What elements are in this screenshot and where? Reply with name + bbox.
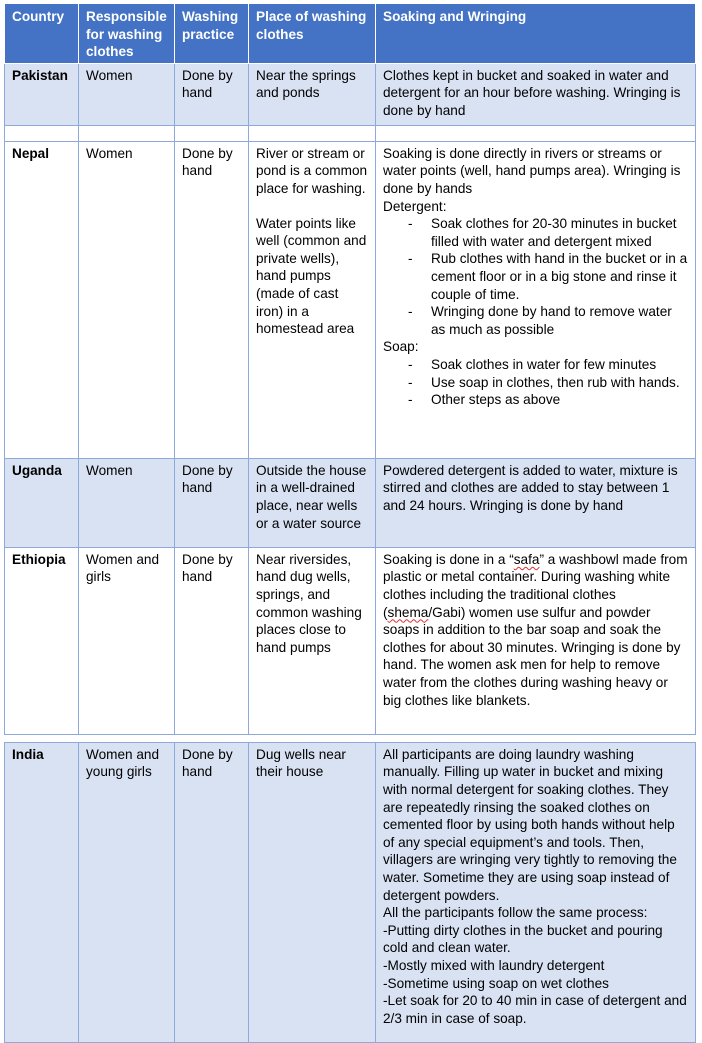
soaking-text: Soaking is done in a “ — [383, 551, 514, 567]
cell-soaking — [376, 141, 696, 458]
soaking-line: -Let soak for 20 to 40 min in case of detergent and 2/3 min in case of soap. — [383, 993, 687, 1026]
cell-practice: Done by hand — [175, 63, 249, 125]
list-item: - Use soap in clothes, then rub with hands. — [383, 374, 688, 392]
cell-responsible: Women — [79, 141, 175, 458]
row-blank — [5, 125, 696, 141]
soaking-line: -Putting dirty clothes in the bucket and pouring cold and clean water. — [383, 922, 663, 956]
header-place: Place of washing clothes — [249, 4, 376, 63]
cell-soaking: Clothes kept in bucket and soaked in water and detergent for an hour before washing. Wringing is done by hand — [376, 63, 696, 125]
detergent-label: Detergent: — [383, 198, 447, 214]
cell-place: Outside the house in a well-drained place, near wells or a water source — [249, 458, 376, 547]
row-uganda — [5, 458, 696, 547]
row-pakistan — [5, 63, 696, 125]
header-row — [5, 4, 696, 63]
blank-cell — [5, 125, 79, 141]
cell-country: Nepal — [5, 141, 79, 458]
header-responsible: Responsible for washing clothes — [79, 4, 175, 63]
list-item: - Rub clothes with hand in the bucket or in a cement floor or in a big stone and rinse it couple of time. — [383, 250, 688, 303]
cell-soaking — [376, 742, 696, 1042]
detergent-steps — [383, 215, 688, 338]
cell-practice: Done by hand — [175, 141, 249, 458]
row-nepal — [5, 141, 696, 458]
row-ethiopia — [5, 547, 696, 734]
list-item: - Soak clothes for 20-30 minutes in bucket filled with water and detergent mixed — [383, 215, 688, 250]
cell-responsible: Women — [79, 458, 175, 547]
cell-place — [249, 141, 376, 458]
cell-practice: Done by hand — [175, 458, 249, 547]
washing-practices-table — [4, 4, 696, 1043]
row-india — [5, 742, 696, 1042]
soaking-line: -Sometime using soap on wet clothes — [383, 975, 609, 991]
soaking-text: ” a washbowl made from plastic or metal container. During washing white clothes including the traditional clothes ( — [383, 551, 688, 620]
blank-cell — [175, 125, 249, 141]
gap-cell — [249, 734, 376, 742]
soap-label: Soap: — [383, 339, 419, 355]
blank-cell — [79, 125, 175, 141]
soaking-paragraph: All the participants follow the same process: — [383, 905, 648, 921]
cell-place: Near the springs and ponds — [249, 63, 376, 125]
cell-country: Pakistan — [5, 63, 79, 125]
soaking-text: /Gabi) women use sulfur and powder soaps in addition to the bar soap and soak the clothes for about 30 minutes. Wringing is done by hand. The women ask men for help to remove water from the clothes during washing heavy or big clothes like blankets. — [383, 604, 681, 708]
header-practice: Washing practice — [175, 4, 249, 63]
cell-soaking — [376, 547, 696, 734]
list-item: - Other steps as above — [383, 391, 688, 409]
place-text: River or stream or pond is a common place for washing. — [256, 145, 368, 196]
soap-steps — [383, 356, 688, 409]
blank-cell — [376, 125, 696, 141]
cell-responsible: Women — [79, 63, 175, 125]
place-text: Water points like well (common and private wells), hand pumps (made of cast iron) in a homestead area — [256, 215, 367, 337]
cell-responsible: Women and girls — [79, 547, 175, 734]
cell-country: Ethiopia — [5, 547, 79, 734]
gap-cell — [175, 734, 249, 742]
soaking-word-shema: shema — [387, 604, 429, 620]
soaking-word-safa: safa — [513, 551, 540, 567]
cell-place: Near riversides, hand dug wells, springs, and common washing places close to hand pumps — [249, 547, 376, 734]
cell-country: India — [5, 742, 79, 1042]
cell-place: Dug wells near their house — [249, 742, 376, 1042]
gap-cell — [376, 734, 696, 742]
soaking-paragraph: All participants are doing laundry washing manually. Filling up water in bucket and mixing with normal detergent for soaking clothes. They are repeatedly rinsing the soaked clothes on cemented floor by using both hands without help of any special equipment’s and tools. Then, villagers are wringing very tightly to removing the water. Sometime they are using soap instead of detergent powders. — [383, 746, 677, 903]
cell-soaking: Powdered detergent is added to water, mixture is stirred and clothes are added to stay between 1 and 24 hours. Wringing is done by hand — [376, 458, 696, 547]
cell-responsible: Women and young girls — [79, 742, 175, 1042]
list-item: - Soak clothes in water for few minutes — [383, 356, 688, 374]
soaking-intro: Soaking is done directly in rivers or streams or water points (well, hand pumps area). Wringing is done by hands — [383, 145, 681, 196]
cell-practice: Done by hand — [175, 547, 249, 734]
gap-cell — [5, 734, 79, 742]
table-gap — [5, 734, 696, 742]
soaking-line: -Mostly mixed with laundry detergent — [383, 957, 605, 973]
cell-country: Uganda — [5, 458, 79, 547]
list-item: - Wringing done by hand to remove water as much as possible — [383, 303, 688, 338]
cell-practice: Done by hand — [175, 742, 249, 1042]
gap-cell — [79, 734, 175, 742]
header-country: Country — [5, 4, 79, 63]
header-soaking: Soaking and Wringing — [376, 4, 696, 63]
blank-cell — [249, 125, 376, 141]
